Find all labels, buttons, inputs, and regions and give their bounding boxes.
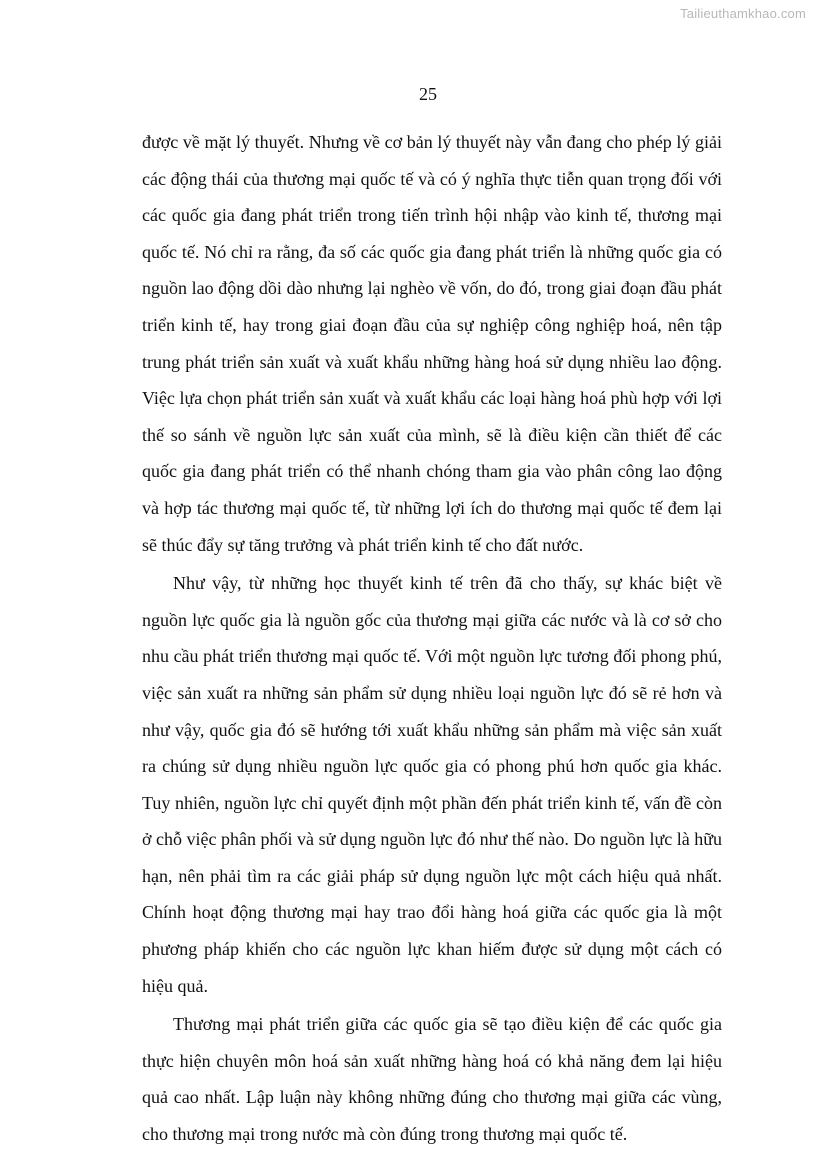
watermark-text: Tailieuthamkhao.com (680, 6, 806, 21)
paragraph-1: được về mặt lý thuyết. Nhưng về cơ bản lý thuyết này vẫn đang cho phép lý giải các động thái của thương mại quốc tế và có ý nghĩa thực tiễn quan trọng đối với các quốc gia đang phát triển trong tiến trình hội nhập vào kinh tế, thương mại quốc tế. Nó chỉ ra rằng, đa số các quốc gia đang phát triển là những quốc gia có nguồn lao động dồi dào nhưng lại nghèo về vốn, do đó, trong giai đoạn đầu phát triển kinh tế, hay trong giai đoạn đầu của sự nghiệp công nghiệp hoá, nên tập trung phát triển sản xuất và xuất khẩu những hàng hoá sử dụng nhiều lao động. Việc lựa chọn phát triển sản xuất và xuất khẩu các loại hàng hoá phù hợp với lợi thế so sánh về nguồn lực sản xuất của mình, sẽ là điều kiện cần thiết để các quốc gia đang phát triển có thể nhanh chóng tham gia vào phân công lao động và hợp tác thương mại quốc tế, từ những lợi ích do thương mại quốc tế đem lại sẽ thúc đẩy sự tăng trưởng và phát triển kinh tế cho đất nước. (142, 132, 722, 555)
paragraph-3: Thương mại phát triển giữa các quốc gia sẽ tạo điều kiện để các quốc gia thực hiện chuyên môn hoá sản xuất những hàng hoá có khả năng đem lại hiệu quả cao nhất. Lập luận này không những đúng cho thương mại giữa các vùng, cho thương mại trong nước mà còn đúng trong thương mại quốc tế. (142, 1014, 722, 1145)
document-body (142, 124, 722, 1153)
page-number: 25 (419, 84, 437, 104)
paragraph-2: Như vậy, từ những học thuyết kinh tế trên đã cho thấy, sự khác biệt về nguồn lực quốc gia là nguồn gốc của thương mại giữa các nước và là cơ sở cho nhu cầu phát triển thương mại quốc tế. Với một nguồn lực tương đối phong phú, việc sản xuất ra những sản phẩm sử dụng nhiều loại nguồn lực đó sẽ rẻ hơn và như vậy, quốc gia đó sẽ hướng tới xuất khẩu những sản phẩm mà việc sản xuất ra chúng sử dụng nhiều nguồn lực quốc gia có phong phú hơn quốc gia khác. Tuy nhiên, nguồn lực chỉ quyết định một phần đến phát triển kinh tế, vấn đề còn ở chỗ việc phân phối và sử dụng nguồn lực đó như thế nào. Do nguồn lực là hữu hạn, nên phải tìm ra các giải pháp sử dụng nguồn lực một cách hiệu quả nhất. Chính hoạt động thương mại hay trao đổi hàng hoá giữa các quốc gia là một phương pháp khiến cho các nguồn lực khan hiếm được sử dụng một cách có hiệu quả. (142, 573, 722, 996)
